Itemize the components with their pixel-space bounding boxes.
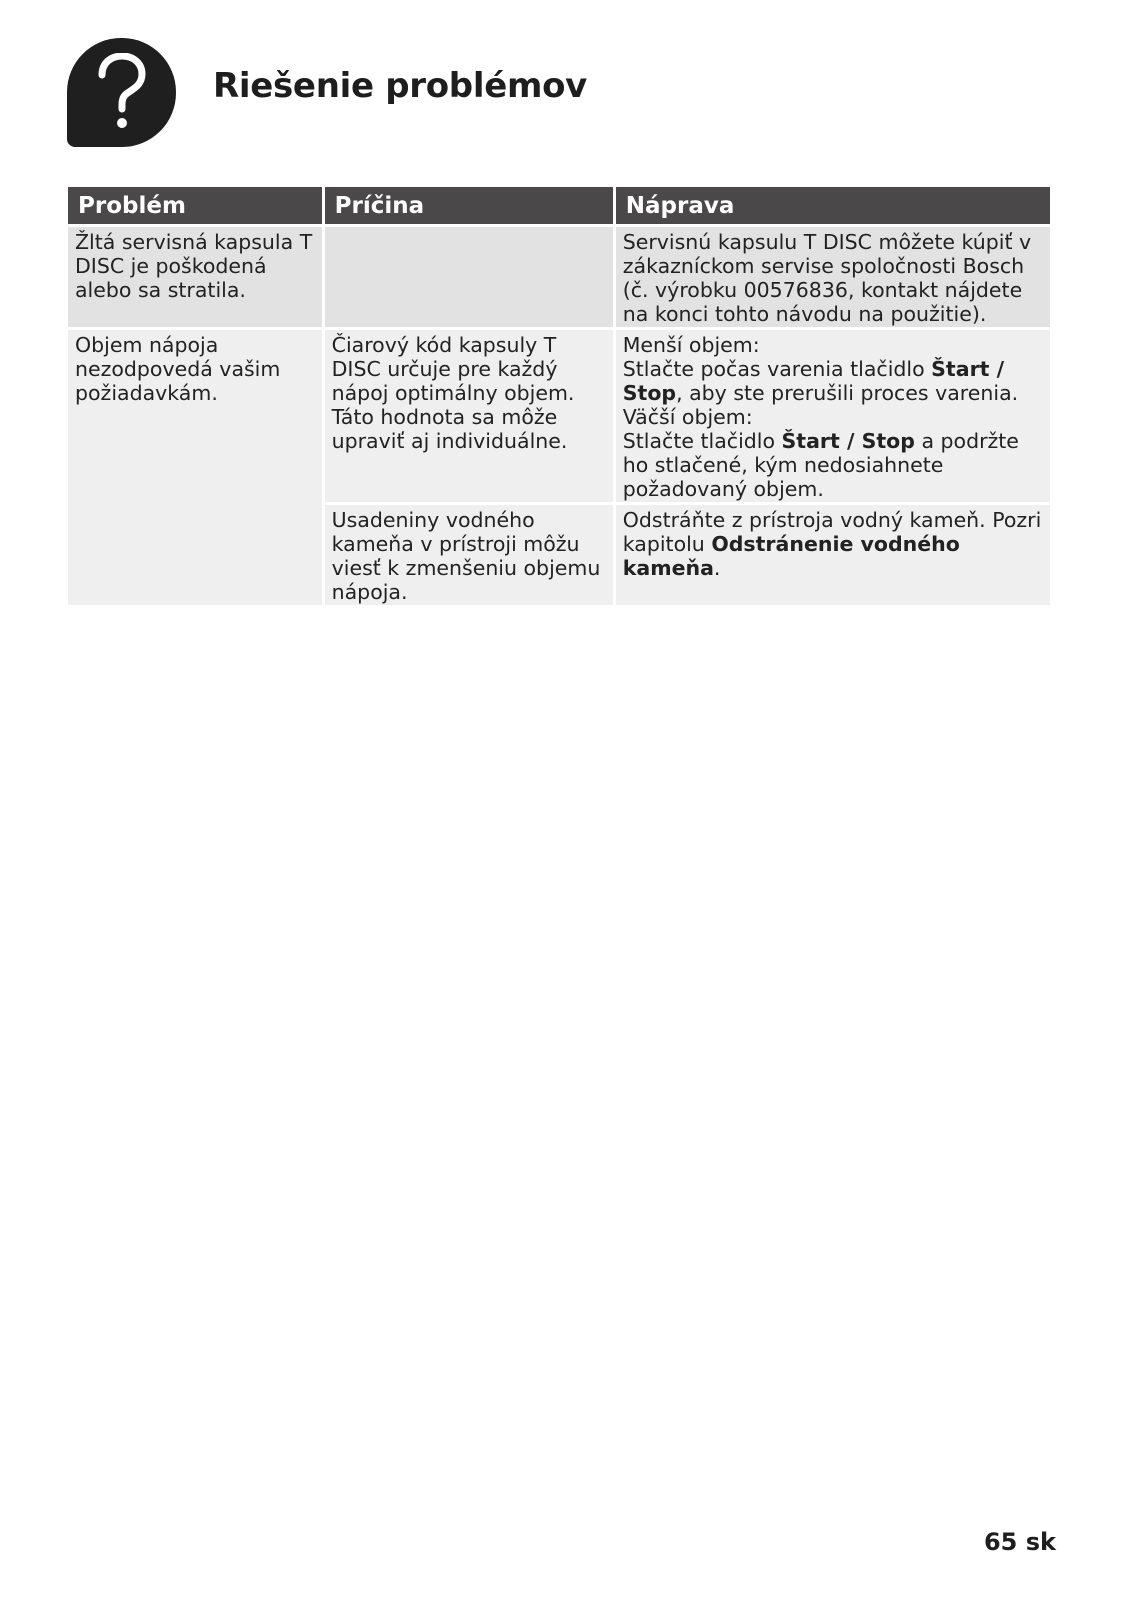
remedy-cell <box>616 505 1050 605</box>
larger-volume-text-end: a podržte ho stlačené, kým nedosiahnete požadovaný objem. <box>622 429 1019 501</box>
troubleshooting-table <box>65 184 1053 608</box>
header-cause: Príčina <box>325 187 613 224</box>
header-remedy: Náprava <box>616 187 1050 224</box>
cause-cell: Čiarový kód kapsuly T DISC určuje pre každý nápoj optimálny objem. Táto hodnota sa môže upraviť aj individuálne. <box>325 330 613 502</box>
descaling-text-end: . <box>713 556 721 580</box>
header-problem: Problém <box>68 187 322 224</box>
descaling-text-start: Odstráňte z prístroja vodný kameň. Pozri kapitolu <box>622 508 1042 556</box>
larger-volume-text-start: Stlačte tlačidlo <box>622 429 782 453</box>
table-row <box>68 330 1050 502</box>
problem-cell: Žltá servisná kapsula T DISC je poškodená alebo sa stratila. <box>68 227 322 327</box>
language-code: sk <box>1025 1528 1056 1556</box>
larger-volume-label: Väčší objem: <box>622 405 753 429</box>
page-number: 65 <box>983 1528 1018 1556</box>
smaller-volume-text-start: Stlačte počas varenia tlačidlo <box>622 357 932 381</box>
problem-cell: Objem nápoja nezodpovedá vašim požiadavkám. <box>68 330 322 605</box>
question-mark-icon <box>67 38 176 147</box>
remedy-cell <box>616 330 1050 502</box>
table-row <box>68 227 1050 327</box>
cause-cell <box>325 227 613 327</box>
smaller-volume-text-end: , aby ste prerušili proces varenia. <box>676 381 1019 405</box>
table-header-row <box>68 187 1050 224</box>
page-footer <box>984 1528 1056 1556</box>
cause-cell: Usadeniny vodného kameňa v prístroji môžu viesť k zmenšeniu objemu nápoja. <box>325 505 613 605</box>
start-stop-button-name: Štart / Stop <box>781 429 915 453</box>
remedy-cell: Servisnú kapsulu T DISC môžete kúpiť v zákazníckom servise spoločnosti Bosch (č. výrobku 00576836, kontakt nájdete na konci tohto návodu na použitie). <box>616 227 1050 327</box>
page-title: Riešenie problémov <box>213 66 588 106</box>
start-stop-button-name: Štart / Stop <box>622 357 1005 405</box>
smaller-volume-label: Menší objem: <box>622 333 760 357</box>
descaling-chapter-name: Odstránenie vodného kameňa <box>622 532 960 580</box>
